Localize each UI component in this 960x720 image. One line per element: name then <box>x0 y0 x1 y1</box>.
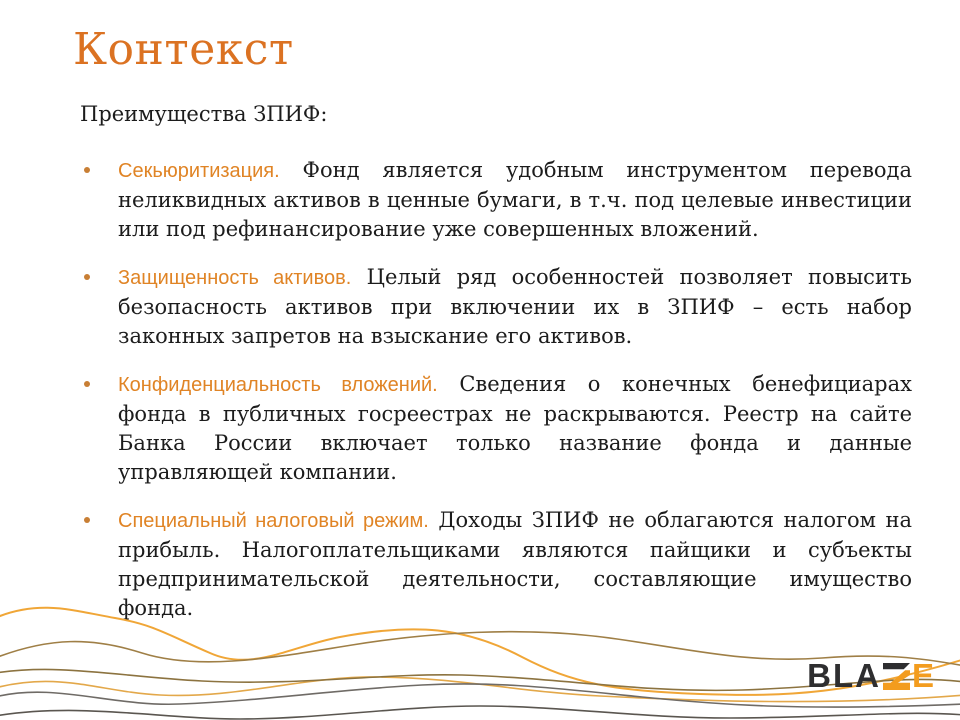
logo-text-e: E <box>911 657 934 694</box>
bullet-item <box>80 370 912 487</box>
slide-title: Контекст <box>73 24 294 75</box>
blaze-logo <box>807 659 934 692</box>
bullet-lead: Защищенность активов. <box>118 267 352 289</box>
logo-text-bla: BLA <box>807 657 881 694</box>
bullet-dot <box>84 167 90 173</box>
bullet-lead: Конфиденциальность вложений. <box>118 374 438 396</box>
bullet-item <box>80 156 912 244</box>
bullet-list <box>80 156 912 623</box>
bullet-text: Фонд является удобным инструментом перевода неликвидных активов в ценные бумаги, в т.ч. под целевые инвестиции или под рефинансирование уже совершенных вложений. <box>118 158 912 241</box>
bullet-dot <box>84 517 90 523</box>
logo-z-icon <box>883 663 910 690</box>
bullet-item <box>80 263 912 351</box>
bullet-text: Целый ряд особенностей позволяет повысить безопасность активов при включении их в ЗПИФ – есть набор законных запретов на взыскание его активов. <box>118 265 912 348</box>
bullet-text: Сведения о конечных бенефициарах фонда в публичных госреестрах не раскрываются. Реестр на сайте Банка России включает только название фонда и данные управляющей компании. <box>118 372 912 484</box>
slide-body <box>80 100 912 623</box>
bullet-dot <box>84 274 90 280</box>
bullet-item <box>80 506 912 623</box>
bullet-text: Доходы ЗПИФ не облагаются налогом на прибыль. Налогоплательщиками являются пайщики и субъекты предпринимательской деятельности, составляющие имущество фонда. <box>118 508 912 620</box>
bullet-dot <box>84 381 90 387</box>
bullet-lead: Специальный налоговый режим. <box>118 510 429 532</box>
wave-line-gray-2 <box>0 706 960 719</box>
intro-text: Преимущества ЗПИФ: <box>80 102 328 126</box>
bullet-lead: Секьюритизация. <box>118 160 280 182</box>
